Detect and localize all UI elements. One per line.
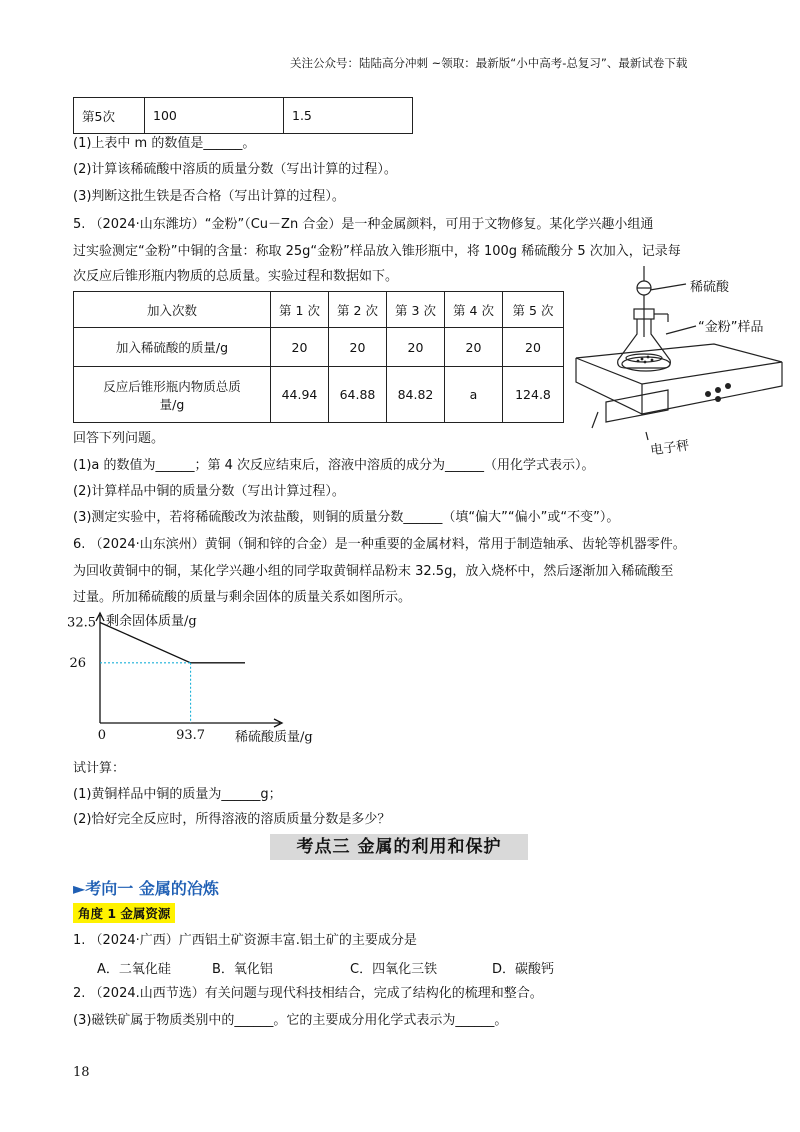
table-cell: 20 [329,328,387,367]
question-line: (2)计算该稀硫酸中溶质的质量分数（写出计算的过程）。 [73,162,397,177]
question-stem: 1. （2024·广西）广西铝土矿资源丰富.铝土矿的主要成分是 [73,933,417,948]
question-stem: 过量。所加稀硫酸的质量与剩余固体的质量关系如图所示。 [73,590,412,605]
question-line: (1)a 的数值为______；第 4 次反应结束后，溶液中溶质的成分为______（用化学式表示）。 [73,458,595,473]
table-cell: 20 [387,328,445,367]
question-line: (3)判断这批生铁是否合格（写出计算的过程）。 [73,189,345,204]
table-cell: 1.5 [284,98,413,134]
table-header: 第 5 次 [503,292,564,328]
table-header: 第 2 次 [329,292,387,328]
table-cell: 加入稀硫酸的质量/g [74,328,271,367]
x-tick-label: 93.7 [176,728,206,743]
page-header: 关注公众号：陆陆高分冲刺 ~领取：最新版“小中高考-总复习”、最新试卷下载 [290,56,688,70]
question-stem: 次反应后锥形瓶内物质的总质量。实验过程和数据如下。 [73,269,399,284]
y-axis-label: 剩余固体质量/g [106,614,197,629]
mass-chart [30,605,350,755]
question-stem: 过实验测定“金粉”中铜的含量：称取 25g“金粉”样品放入锥形瓶中，将 100g 稀硫酸分 5 次加入，记录每 [73,244,681,259]
y-tick-label: 26 [69,655,86,671]
question-stem: 6. （2024·山东滨州）黄铜（铜和锌的合金）是一种重要的金属材料，常用于制造轴承、齿轮等机器零件。 [73,537,686,552]
angle-label: 角度 1 金属资源 [73,903,175,923]
table-header: 第 3 次 [387,292,445,328]
table-cell-label: 反应后锥形瓶内物质总质 [103,378,241,394]
table-iron-data [73,97,413,134]
table-cell: 84.82 [387,367,445,423]
label-acid: 稀硫酸 [690,280,730,295]
table-row [74,98,413,134]
table-cell: 20 [445,328,503,367]
table-cell: 124.8 [503,367,564,423]
y-tick-label: 32.5 [67,615,96,631]
question-line: (3)磁铁矿属于物质类别中的______。它的主要成分用化学式表示为______。 [73,1013,508,1028]
table-cell: 64.88 [329,367,387,423]
table-row [74,328,564,367]
table-header: 第 1 次 [271,292,329,328]
x-tick-label: 0 [97,728,106,743]
table-cell: 20 [503,328,564,367]
option-c: C．四氧化三铁 [350,962,438,977]
table-header: 加入次数 [74,292,271,328]
label-sample: “金粉”样品 [698,320,764,335]
table-header-row [74,292,564,328]
table-cell: a [445,367,503,423]
question-line: (1)黄铜样品中铜的质量为______g； [73,787,282,802]
apparatus-figure [568,262,790,457]
scale-flask-illustration [568,262,790,457]
table-cell-label: 量/g [159,396,185,412]
question-line: (3)测定实验中，若将稀硫酸改为浓盐酸，则铜的质量分数______（填“偏大”“偏小”或“不变”）。 [73,510,620,525]
section-title: 考点三 金属的利用和保护 [270,834,528,860]
option-d: D．碳酸钙 [492,962,555,977]
table-header: 第 4 次 [445,292,503,328]
question-line: (2)恰好完全反应时，所得溶液的溶质质量分数是多少？ [73,812,391,827]
table-cell: 第5次 [74,98,145,134]
page-number: 18 [73,1065,90,1080]
table-row [74,367,564,423]
question-line: (1)上表中 m 的数值是______。 [73,136,256,151]
option-b: B．氧化铝 [212,962,273,977]
table-cell: 44.94 [271,367,329,423]
label-scale: 电子秤 [649,438,691,459]
answer-intro: 回答下列问题。 [73,431,165,446]
table-cell: 20 [271,328,329,367]
question-line: (2)计算样品中铜的质量分数（写出计算过程）。 [73,484,345,499]
table-cell: 100 [145,98,284,134]
question-stem: 2. （2024.山西节选）有关问题与现代科技相结合，完成了结构化的梳理和整合。 [73,986,543,1001]
option-a: A．二氧化硅 [97,962,171,977]
subsection-heading: ►考向一 金属的冶炼 [73,879,219,898]
mass-chart-svg [30,605,350,755]
table-gold-powder [73,291,564,423]
question-stem: 5. （2024·山东潍坊）“金粉”（Cu－Zn 合金）是一种金属颜料，可用于文物修复。某化学兴趣小组通 [73,217,654,232]
x-axis-label: 稀硫酸质量/g [235,730,313,745]
calc-intro: 试计算： [73,761,126,776]
table-cell [74,367,271,423]
question-stem: 为回收黄铜中的铜，某化学兴趣小组的同学取黄铜样品粉末 32.5g，放入烧杯中，然后逐渐加入稀硫酸至 [73,564,674,579]
